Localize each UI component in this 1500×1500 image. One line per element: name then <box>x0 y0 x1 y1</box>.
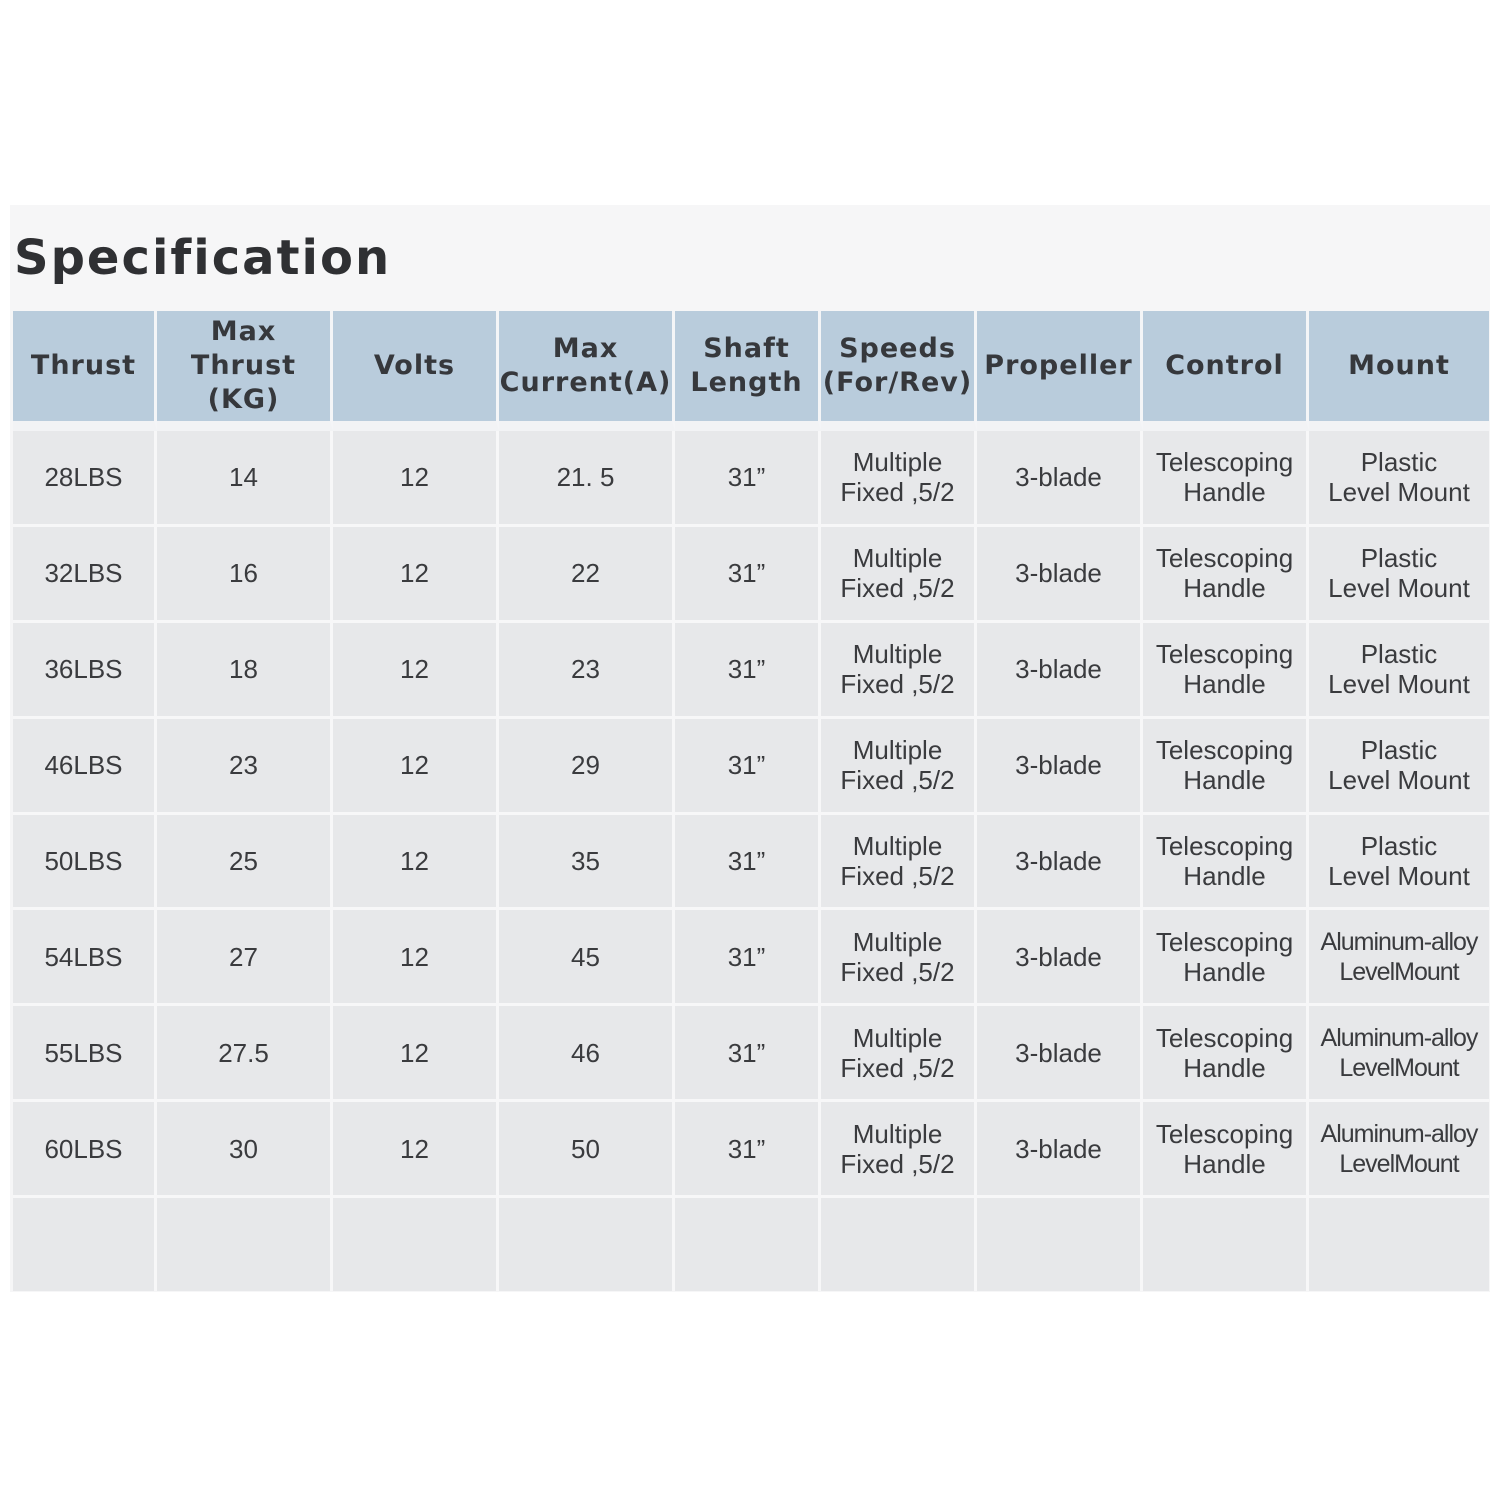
cell-propeller: 3-blade <box>977 1006 1143 1102</box>
cell-speeds: Multiple Fixed ,5/2 <box>821 1006 977 1102</box>
header-propeller: Propeller <box>977 311 1143 431</box>
cell-propeller: 3-blade <box>977 527 1143 623</box>
header-control: Control <box>1143 311 1309 431</box>
table-header-row <box>13 311 1489 431</box>
cell-control: Telescoping Handle <box>1143 815 1309 911</box>
cell-volts: 12 <box>333 910 499 1006</box>
cell-mount: Aluminum-alloy LevelMount <box>1309 910 1489 1006</box>
cell-volts: 12 <box>333 719 499 815</box>
empty-cell <box>499 1198 675 1291</box>
cell-volts: 12 <box>333 623 499 719</box>
cell-volts: 12 <box>333 527 499 623</box>
cell-thrust: 32LBS <box>13 527 157 623</box>
cell-thrust: 50LBS <box>13 815 157 911</box>
cell-max-thrust: 27 <box>157 910 333 1006</box>
empty-cell <box>977 1198 1143 1291</box>
cell-speeds: Multiple Fixed ,5/2 <box>821 815 977 911</box>
cell-max-thrust: 16 <box>157 527 333 623</box>
cell-mount: Aluminum-alloy LevelMount <box>1309 1006 1489 1102</box>
header-speeds: Speeds (For/Rev) <box>821 311 977 431</box>
table-row <box>13 719 1489 815</box>
cell-volts: 12 <box>333 1102 499 1198</box>
cell-propeller: 3-blade <box>977 719 1143 815</box>
cell-speeds: Multiple Fixed ,5/2 <box>821 431 977 527</box>
cell-volts: 12 <box>333 1006 499 1102</box>
cell-max-thrust: 14 <box>157 431 333 527</box>
empty-cell <box>157 1198 333 1291</box>
cell-propeller: 3-blade <box>977 815 1143 911</box>
cell-shaft-length: 31” <box>675 910 821 1006</box>
cell-mount: Plastic Level Mount <box>1309 719 1489 815</box>
empty-cell <box>1309 1198 1489 1291</box>
cell-shaft-length: 31” <box>675 431 821 527</box>
cell-thrust: 55LBS <box>13 1006 157 1102</box>
cell-thrust: 46LBS <box>13 719 157 815</box>
specification-panel <box>10 205 1490 1292</box>
cell-mount: Aluminum-alloy LevelMount <box>1309 1102 1489 1198</box>
cell-control: Telescoping Handle <box>1143 527 1309 623</box>
cell-control: Telescoping Handle <box>1143 431 1309 527</box>
cell-mount: Plastic Level Mount <box>1309 815 1489 911</box>
cell-mount: Plastic Level Mount <box>1309 527 1489 623</box>
table-row-empty <box>13 1198 1489 1291</box>
cell-thrust: 36LBS <box>13 623 157 719</box>
cell-shaft-length: 31” <box>675 719 821 815</box>
header-mount: Mount <box>1309 311 1489 431</box>
cell-shaft-length: 31” <box>675 527 821 623</box>
cell-shaft-length: 31” <box>675 815 821 911</box>
spec-table <box>13 311 1489 1291</box>
cell-max-current: 50 <box>499 1102 675 1198</box>
header-volts: Volts <box>333 311 499 431</box>
cell-speeds: Multiple Fixed ,5/2 <box>821 527 977 623</box>
header-thrust: Thrust <box>13 311 157 431</box>
cell-max-thrust: 27.5 <box>157 1006 333 1102</box>
empty-cell <box>13 1198 157 1291</box>
cell-control: Telescoping Handle <box>1143 719 1309 815</box>
table-row <box>13 1102 1489 1198</box>
cell-shaft-length: 31” <box>675 623 821 719</box>
cell-control: Telescoping Handle <box>1143 910 1309 1006</box>
table-row <box>13 1006 1489 1102</box>
table-row <box>13 623 1489 719</box>
header-shaft-length: Shaft Length <box>675 311 821 431</box>
header-max-current: Max Current(A) <box>499 311 675 431</box>
table-row <box>13 910 1489 1006</box>
cell-propeller: 3-blade <box>977 431 1143 527</box>
cell-max-thrust: 30 <box>157 1102 333 1198</box>
cell-control: Telescoping Handle <box>1143 623 1309 719</box>
cell-mount: Plastic Level Mount <box>1309 623 1489 719</box>
cell-thrust: 60LBS <box>13 1102 157 1198</box>
table-row <box>13 527 1489 623</box>
cell-max-thrust: 18 <box>157 623 333 719</box>
cell-max-current: 45 <box>499 910 675 1006</box>
table-row <box>13 815 1489 911</box>
cell-max-thrust: 23 <box>157 719 333 815</box>
cell-volts: 12 <box>333 431 499 527</box>
cell-speeds: Multiple Fixed ,5/2 <box>821 1102 977 1198</box>
cell-speeds: Multiple Fixed ,5/2 <box>821 719 977 815</box>
cell-shaft-length: 31” <box>675 1102 821 1198</box>
cell-max-current: 29 <box>499 719 675 815</box>
cell-propeller: 3-blade <box>977 623 1143 719</box>
cell-shaft-length: 31” <box>675 1006 821 1102</box>
cell-thrust: 54LBS <box>13 910 157 1006</box>
header-max-thrust: Max Thrust (KG) <box>157 311 333 431</box>
cell-speeds: Multiple Fixed ,5/2 <box>821 623 977 719</box>
page-title: Specification <box>14 230 392 286</box>
cell-control: Telescoping Handle <box>1143 1006 1309 1102</box>
cell-mount: Plastic Level Mount <box>1309 431 1489 527</box>
cell-propeller: 3-blade <box>977 1102 1143 1198</box>
empty-cell <box>821 1198 977 1291</box>
cell-volts: 12 <box>333 815 499 911</box>
empty-cell <box>333 1198 499 1291</box>
cell-max-current: 46 <box>499 1006 675 1102</box>
cell-max-current: 35 <box>499 815 675 911</box>
cell-max-current: 21. 5 <box>499 431 675 527</box>
table-row <box>13 431 1489 527</box>
cell-control: Telescoping Handle <box>1143 1102 1309 1198</box>
cell-max-thrust: 25 <box>157 815 333 911</box>
cell-thrust: 28LBS <box>13 431 157 527</box>
empty-cell <box>1143 1198 1309 1291</box>
empty-cell <box>675 1198 821 1291</box>
cell-max-current: 22 <box>499 527 675 623</box>
cell-propeller: 3-blade <box>977 910 1143 1006</box>
cell-max-current: 23 <box>499 623 675 719</box>
cell-speeds: Multiple Fixed ,5/2 <box>821 910 977 1006</box>
